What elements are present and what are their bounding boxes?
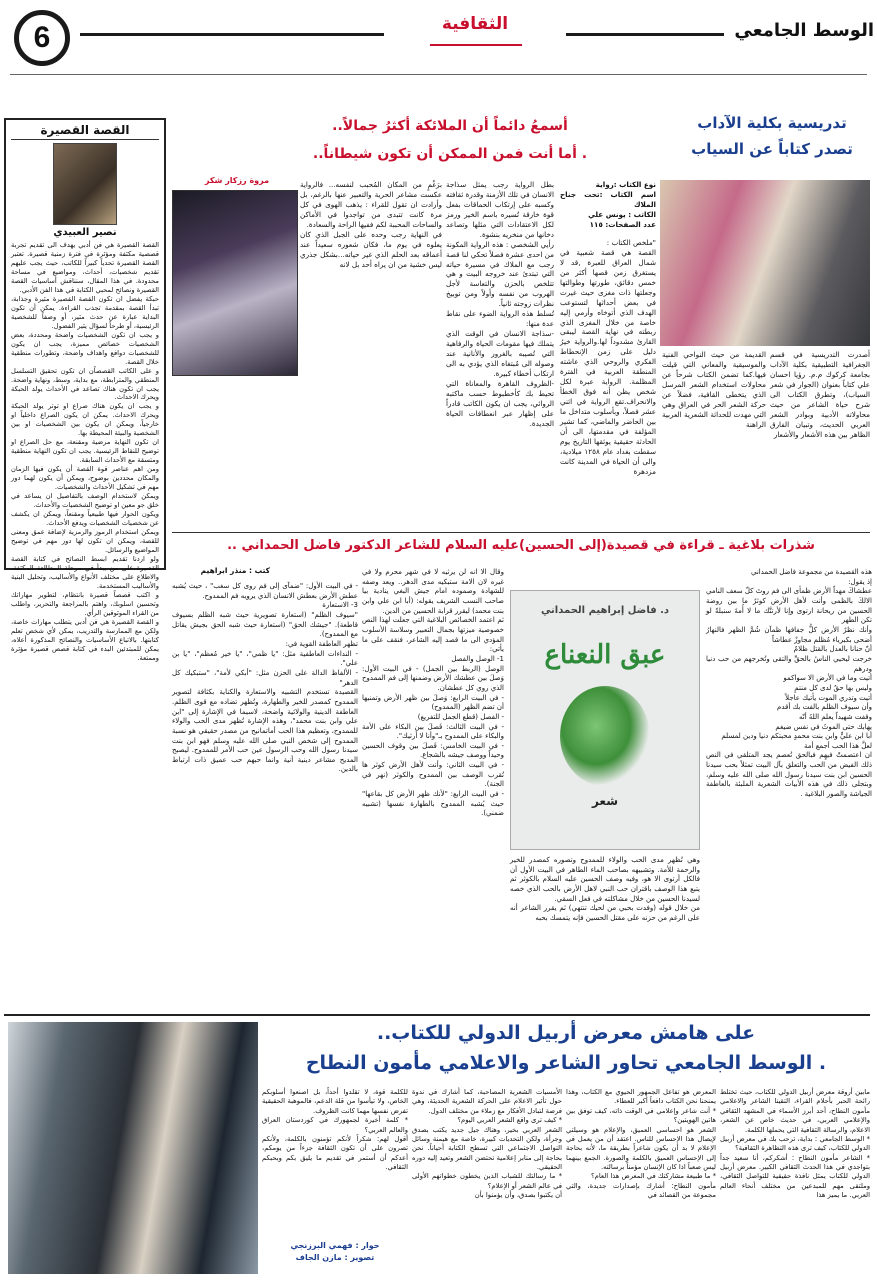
- leaf-icon: [560, 686, 650, 786]
- erbil-headline-line1: على هامش معرض أربيل الدولي للكتاب..: [376, 1022, 756, 1044]
- short-story-column: [4, 118, 166, 662]
- short-story-author: نصير العبيدي: [53, 227, 117, 238]
- brand-name: الوسط الجامعي: [734, 20, 874, 41]
- college-headline: [672, 110, 872, 172]
- angels-body-col1: "ملخص الكتاب : القصة هي قصة شعبية في شمال العراق للعبرة ,قد لا يستغرق زمن قصها أكثر من خمس دقائق، طورتها وطوالتها وجعلتها ذات مغزى حيث غيرت في بعض أحداثها لتستوعب الهدف الذي أتوخاه وأرمي إليه خاصة من خلال المغزى الذي ربطته في نهاية القصة ليبقى القارئ مشدوداً لها.والرواية خيرُ دليل على زمن الإنحطاط الفكري والروحي الذي عاشته المنطقة العربية في الفترة المظلمة. الرواية عبرة لكل شخص يظن أنه فوق الخطأ والانحراف.تقع الرواية في اثني عشر فصلاً، وبأسلوب متداخل ما بين الحاضر والماضي، كما تشير المؤلفة في مقدمتها، الى أن الحادثة حقيقية يوثقها التاريخ يوم سقطت بغداد عام ١٢٥٨ ميلادية، والى أن الحياة في المدينة كانت مزدهرة: [560, 238, 656, 476]
- section-title: الثقافية: [441, 14, 509, 34]
- erbil-credits: [262, 1240, 408, 1274]
- poetry-book-genre: شعر: [591, 794, 619, 808]
- poetry-book-author: د. فاضل إبراهيم الحمداني: [540, 605, 670, 616]
- college-body-left: القديمة من حيث النواحي الفنية والموسيقية والمعاني التي قيلت فيها.كما تضمن الكتاب شرحاً عن محاولات استخدام الشعر المرسل الذي يتخطى القافية، فضلاً عن حركة الشعر الحر في العراق وهي التي مهدت للحداثة الشعرية العربية الراهنة: [662, 350, 766, 429]
- angels-headline-line1: أسمعُ دائماً أن الملائكة أكثرُ جمالاً..: [332, 118, 568, 134]
- college-photo: [660, 180, 870, 346]
- college-headline-line1: تدريسية بكلية الآداب: [697, 114, 847, 132]
- page-number: 6: [33, 21, 51, 54]
- erbil-col4: للكلمة قوة، لا تقلدوا أحداً، بل اصنعوا أسلوبكم الخاص، ولا تيأسوا من قلة الدعم، فالموهبة الحقيقية تفرض نفسها مهما كانت الظروف. * كلمة أخيرة لجمهورك في كوردستان العراق والعالم العربي؟ أقول لهم: شكراً لأنكم تؤمنون بالكلمة، ولأنكم تصرون على أن تكون الثقافة جزءاً من يومكم، أعدكم أن أستمر في تقديم ما يليق بكم وبحبكم الثقافي.: [262, 1088, 408, 1171]
- erbil-interviewer: حوار : فهمي البرزنجي: [290, 1241, 380, 1250]
- erbil-photographer: تصوير : مازن الجاف: [295, 1253, 375, 1262]
- page-number-badge: [14, 10, 70, 66]
- masthead-rule-right: [566, 33, 724, 36]
- poem-col4: - في البيت الأول: "ضمآى إلى فم روى كل سغب" ، حيث يُشبه عطش الأرض بعطش الانسان الذي يرويه فم الممدوح. 3- الاستعارة "سيوف الظلم" (استعارة تصويرية حيث شبه الظلم بسيوف قاطعة). "جيشك الحق" (استعارة حيث شبه الحق بجيش يقاتل مع الممدوح). تظهر العاطفة القوية في: - النداءات العاطفية مثل: "يا ظمي"، "يا خير مُعظم"، "يا بن علي". - الألفاظ الدالة على الحزن مثل: "أبكي لأمة"، "ستبكيك كل الدهر" القصيدة تستخدم التشبيه والاستعارة والكناية بكثافة لتصوير الممدوح كمصدر للخير والطهارة، وتُظهر تضاده مع قوى الظلم. العاطفة الدينية والولائية واضحة، لاسيما في الإشارة إلى "ابن علي وابن بنت محمد"، وهذه الإشارة تُظهر مدى الحب والولاء للممدوح، وتعظيم هذا الحب أماتمانيح من مصدر حقيقي هو نسبة الممدوح إلى شخص النبي صلى الله عليه وسلم فهو ابن بنت سيدنا رسول الله وحب الرسول عين حب الأمر للممدوح. ليصبح المديح مشاعر دينية أنية وانما حبهم حب عميق ذات ارتباط بالدين.: [172, 582, 358, 774]
- erbil-col1: مابين أروقة معرض أربيل الدولي للكتاب، حيث تختلط رائحة الحبر بأحلام القراء، التقينا الشاعر والاعلامي مأمون النطاح، أحد أبرز الأسماء في المشهد الثقافي والإعلامي العربي، في حديث خاص عن الشعر، الاعلام، والرسالة الثقافية التي يحملها الكلمة. * الوسط الجامعي : بداية، ترحب بك في معرض أربيل الدولي للكتاب، كيف ترى هذه التظاهرة الثقافية؟ * الشاعر مأمون النطاح : أشكركم، أنا سعيد جداً بتواجدي في هذا الحدث الثقافي الكبير. معرض أربيل الدولي للكتاب يمثل نافذة حقيقية للتواصل الثقافي، وملتقى مهم للمبدعين من مختلف أنحاء العالم العربي. ما يميز هذا: [720, 1088, 870, 1200]
- poem-col3: وقال الا انه لن يرثيه لا في شهر محرم ولا في غيره لان الامة ستبكيه مدى الدهر.. ويعد وصفه للشهادة وصموده امام جيش البغي ينادية بيا صاحب النسب الشريف يقوله: (أبا ابن علي وابن بنت محمد) ليقرر قرابة الحسين من الدين. ثم اعتمد الخصائص البلاغية التي جعلت لهذا النص خصوصية ميزتها بجمال التعبير وسلاسة الأسلوب المؤدي الى ما قصد إليه الشاعر، فنقف على ما يأتي: 1- الوصل والفصل الوصل (الربط بين الجمل) - في البيت الأول: وَصلَ بين عطشك الأرض وضمنها إلى فم الممدوح الذي روي كل عطشان. - في البيت الرابع: وَصلَ بين ظهر الأرض وتمنيها أن تضم الظهر (الممدوح) - الفصل (قطع الجمل للتفريع) - في البيت الثالث: فَصلَ بين البكاء على الأمة والبكاء على الممدوح بـ"وأنا لا أرثيك". - في البيت الخامس: فَصلَ بين وقوف الحسين وحيداً ووصف جيشه بالشجاع. - في البيت الثاني: وأنت لأهل الأرض كوثر ها تُقرب الوصف بين الممدوح والكوثر (نهر في الجنة). - في البيت الرابع: "لأنك ظهر الأرض كل بقاعها" حيث يُشبه الممدوح بالطهارة نفسها (تشبيه ضمني).: [362, 568, 504, 818]
- erbil-headline-line2: . الوسط الجامعي تحاور الشاعر والاعلامي مأمون النطاح: [305, 1052, 827, 1074]
- interview-photo: [8, 1022, 258, 1274]
- angels-body-col3: برَغْمٍ من المكان المُحبب لنفسه... فالرواية عكست مشاعر الحرية والتعبير عنها بالرغم، بل وأرادت ان تقول للقراء : يذهب الهوى في كل مرة كانت تتبدى من تواجدوا في الأماكن والساحات المحببة لكم ففيها الراحة والسعادة. في النهاية رجب وحده على الجبل الذي كان يعلوه في يوم ما، فكان شعوره سعيداً عند أعماقه بعد الحلم الذي غير حياته...بشكل جذري ليس خشية من ان يراه أحد بل لانه: [300, 180, 442, 269]
- brand-logo: [728, 20, 874, 50]
- lower-rule: [4, 1014, 870, 1016]
- masthead: [0, 0, 877, 78]
- angels-body-col3-bottom: [172, 380, 296, 528]
- author-portrait: [53, 143, 117, 225]
- college-body-right: أصدرت التدريسية في قسم الجغرافية التطبيقية بكلية الآداب بجامعة كركوك م.م. رؤيا احسان علي كتاباً بعنوان (الجوار في شعر السياب)، وتطرق الكتاب الى شرح حياة الشاعر من حيث محاولاته الأدبية وبوادر الشعر العربي الحديث، وتبيان الفارق الظاهر بين هذه الأشعار والأشعار: [770, 350, 870, 439]
- short-story-title: القصة القصيرة: [11, 123, 159, 140]
- section-underline: [430, 44, 522, 46]
- masthead-bottom-rule: [10, 74, 867, 75]
- college-headline-line2: تصدر كتاباً عن السياب: [691, 140, 853, 158]
- erbil-headline: [262, 1018, 870, 1082]
- angels-headline-line2: . أما أنت فمن الممكن أن تكون شيطاناً..: [312, 146, 588, 162]
- angels-body-col2: بطل الرواية رجب يمثل سذاجة الانسان في تلك الأزمنة وقدرة ثقافته وكسبه على إرتكاب الحماقات بفعل قوة خارقة تُسيره باسم الخير ورمز لكل الاعتقادات التي مثلها وتصاعد دخانها من منخريه بنشوة. رأيي الشخصي : هذه الرواية المكونة من احدى عشرة فصلاً تحكي لنا قصة رجب مع الملاك في مسيرة حياته التي تبتدئ عند خروجه البيت و هي تتلخص بالحزن والتعاسة لأجل الهروب من نفسه وأولاً ومن توبيخ نظرات زوجته ثانياً. تُسلط هذه الرواية الضوء على نقاط عدة منها: -سذاجة الانسان في الوقت الذي يتملك فيها مقومات الحياة والرفاهية التي تُصيبه بالغرور والأنانية عند وصوله الى مُبتغاه الذي يؤدي به الى ارتكاب أخطاء كبيرة. -الظروف القاهرة والمعاناة التي تحيط بك كأخطبوط حسب ماكتبه الروائي، يجب ان يكون الكاتب قادراً على إظهار عبر انعطافات الحياة الجديدة.: [446, 180, 554, 428]
- poem-author: كتب : منذر ابراهيم: [200, 566, 270, 575]
- angels-book-info: نوع الكتاب :رواية اسم الكتاب :تحت جناح الملاك الكاتب : يونس علي عدد الصفحات: ١١٥: [560, 180, 656, 229]
- novel-cover: [172, 190, 298, 376]
- poem-col1: هذه القصيدة من مجموعة فاضل الحمداني إذ يقول: عطشاكَ مهداً الأرض ظمأى الى فم روتَ كلّ سعف النامي الالكَ بالظمى وأنت لأهل الأرض كوثرٌ ما بين روضة الحسين من ريحانة ارتوى وإنا لأرتنَّك ما لا أُمةَ سنبلةً لو تكن الطهر وأنك نظرٌ الأرض كلُّ جفافها ظمآن شُمَّ الظهر فالنهارُ أضحى بكبرياء مُظلم مجاوزٌ عطاشاً أنّ حنانا بالعدل بالقتل ظلامٌ خرجت ليحيي الناسُ بالحقِّ والتقى وتُخرجهم من حب دنيا ودرهم أتيت وما في الأرض الا سواكمو وليس بها حقٌ لدى كل منتمِ أتيت وتدري الموت يأتيك عاجلاً وأن سيوف الظلم بالفت بك أقدم وقفت شهيداً يعلم اللهُ أنّه يهابك حتى الموتُ في نفس ضيغم أبا ابن عليٍّ وابن بنت محمدٍ محبتكم دنيا ودين لمسلم لعلَّ هذا الحب أجمع أمة ان اعتصمتْ فيهِم فبالحق تُعصم يجد المتلقي في النص ذلك الفيض من الحب والتعلق بآل البيت تمثلاً بحب سيدنا الحسين ابن بنت سيدنا رسول الله صلى الله عليه وسلم، وبتجلى ذلك في هذه الأبيات الشعرية الملبئة بالعاطفة الجياشة والصور البلاغية .: [706, 568, 872, 799]
- poetry-book-cover: [510, 590, 700, 850]
- erbil-col2: المعرض هو تفاعل الجمهور الحيوي مع الكتاب، وهذا يمنحنا نحن الكتاب دافعاً أكبر للعطاء. * أنت شاعر وإعلامي في الوقت ذاته، كيف توفق بين هاتين الهويتين؟ الشعر هو احساسي العميق، والإعلام هو وسيلتي لإيصال هذا الإحساس للناس. اعتقد أن من يعمل في الإعلام لا بد أن يكون شاعراً بطريقة ما، لأنه بحاجة إلى الإحساس العميق بالكلمة والصورة. الجمع بينهما ليس صعباً اذا كان الإنسان مؤمناً برسالته. * ما طبيعة مشاركتك في المعرض هذا العام؟ مأمون النطاح: أشارك بإصدارات جديدة، والتي مجموعة من القصائد في: [566, 1088, 716, 1200]
- poetry-book-title: عبق النعناع: [544, 640, 666, 670]
- angels-author: مروة رزكار شكر: [204, 176, 270, 185]
- erbil-col3: الأمسيات الشعرية المصاحبة، كما أشارك في ندوة حول تأثير الاعلام على الحركة الشعرية الحديثة، وهي فرصة لتبادل الأفكار مع زملاء من مختلف الدول. * كيف ترى واقع الشعر العربي اليوم؟ الشعر العربي بخير، وهناك جيل جديد يكتب بصدق وجرأة، ولكن التحديات كبيرة، خاصة مع هيمنة وسائل التواصل الاجتماعي التي تسطح الكتابة أحياناً. نحن بحاجة إلى منابر إعلامية تحتضن الشعر وتعيد إليه دوره الحقيقي. * ما رسالتك للشباب الذين يخطون خطواتهم الأولى في عالم الشعر أو الإعلام؟ أن يكتبوا بصدق، وأن يؤمنوا بأن: [412, 1088, 562, 1200]
- short-story-body: القصة القصيرة هي فن أدبي يهدف الى تقديم تجربة قصصية مكثفة ومؤثرة في فترة زمنية قصيرة. تعتبر القصة القصيرة تحدياً كبيراً للكاتب، حيث يجب عليهم تقديم شخصيات، أحداث، ومواضيع في مساحة محدودة. في هذا المقال، سنناقش أساسيات القصة القصيرة ونصائح لمحبي الكتابة في هذا الفن الأدبي. حبكة يفضل ان تكون القصة القصيرة مثيرة وجذابة، تبدأ القصة بمقدمة تجذب القراءة. يمكن أن تكون البداية عبارة عن حدث مثير، أو وصفاً للشخصية الرئيسية، أو طرحاً لسؤال يثير الفضول. و يجب ان تكون الشخصيات واضحة ومحددة، بعض الشخصيات خصائص مميزة، يجب ان يكون للشخصيات دوافع واهداف واضحة، وتطورات منطقية خلال القصة. و على الكاتب القصصاًن ان تكون تحقيق التسلسل المنطقي والمترابطة، مع بداية، وسط، ونهاية واضحة. يجب ان تكون هناك تصاعد في الأحداث يولد الحبكة ويحرك الاحداث. و يجب ان يكون هناك صراع او توتر يولد الحبكة ويحرك الاحداث. يمكن ان يكون الصراع داخلياً او خارجياً، ويمكن ان يكون بين الشخصيات او بين الشخصية والبيئة المحيطة بها. ان تكون النهاية مرضية ومقنعة، مع حل الصراع او توضيح للنقاط الرئيسية. يجب ان تكون النهاية منطقية ومتسقة مع الأحداث السابقة. ومن اهم عناصر قوة القصة أن يكون فيها الزمان والمكان محددين بوضوح، ويمكن أن يكون لهما دور مهم في تشكيل الأحداث والشخصيات. ويمكن لاستخدام الوصف بالتفاصيل ان يساعد في خلق جو معين او توضيح الشخصيات والأحداث. ويكون الحوار فيها طبيعياً ومقنعاً، ويمكن ان يكشف عن شخصيات الشخصيات ويدفع الأحداث. ويمكن استخدام الرموز والرمزية لإضافة عمق ومعنى للقصة، ويمكن ان تكون لها دور مهم في توضيح المواضيع والرسائل. ولو اردنا تقديم ابسط النصائح في كتابة القصة القصيرة على من يبدأ في مرحلة المطالعة المكثفة، والاطلاع على مختلف الأنواع والأساليب، وتحليل البنية والأساليب المستخدمة. و اكتب قصصاً قصيرة بانتظام، لتطوير مهاراتك وتحسين اسلوبك، واهتم بالمراجعة والتحرير، واطلب من القراء الموثوقين الرأي. و القصة القصيرة هي فن أدبي يتطلب مهارات خاصة، ولكن مع الممارسة والتدريب، يمكن لأي شخص تعلم كتابتها. بالاتباع الأساسيات والنصائح المذكورة أعلاه، يمكن للمبتدئين البدء في كتابة قصص قصيرة مؤثرة وممتعة.: [11, 241, 159, 662]
- poem-col2: وهي تُظهر مدى الحب والولاء للممدوح وتصوره كمصدر للخير والرحمة للأمة. وتشبيهه بصاحب الماء الطاهر في البيت الأول أن فالكل أرتوى الا هو، وفيه وصف الحسين عليه السلام بالكوثر ثم يتبع هذا الوصف باقتران حب النبي لاهل الأرض بالحب الذي خصه لسيدنا الحسين من خلال مشاكلته في فعل السقي. من خلال قوله (وفدت بحبي من لحيك تنتهي) ثم يقرر الشاعر أنه على الرغم من حزنه على مقتل الحسين فإنه يتمسك بحبه: [510, 856, 700, 922]
- poem-headline: شذرات بلاغية ـ قراءة في قصيدة(إلى الحسين)عليه السلام للشاعر الدكتور فاضل الحمداني ..: [227, 538, 815, 553]
- angels-headline: [250, 112, 650, 174]
- mid-rule: [172, 532, 870, 533]
- masthead-rule-left: [80, 33, 384, 36]
